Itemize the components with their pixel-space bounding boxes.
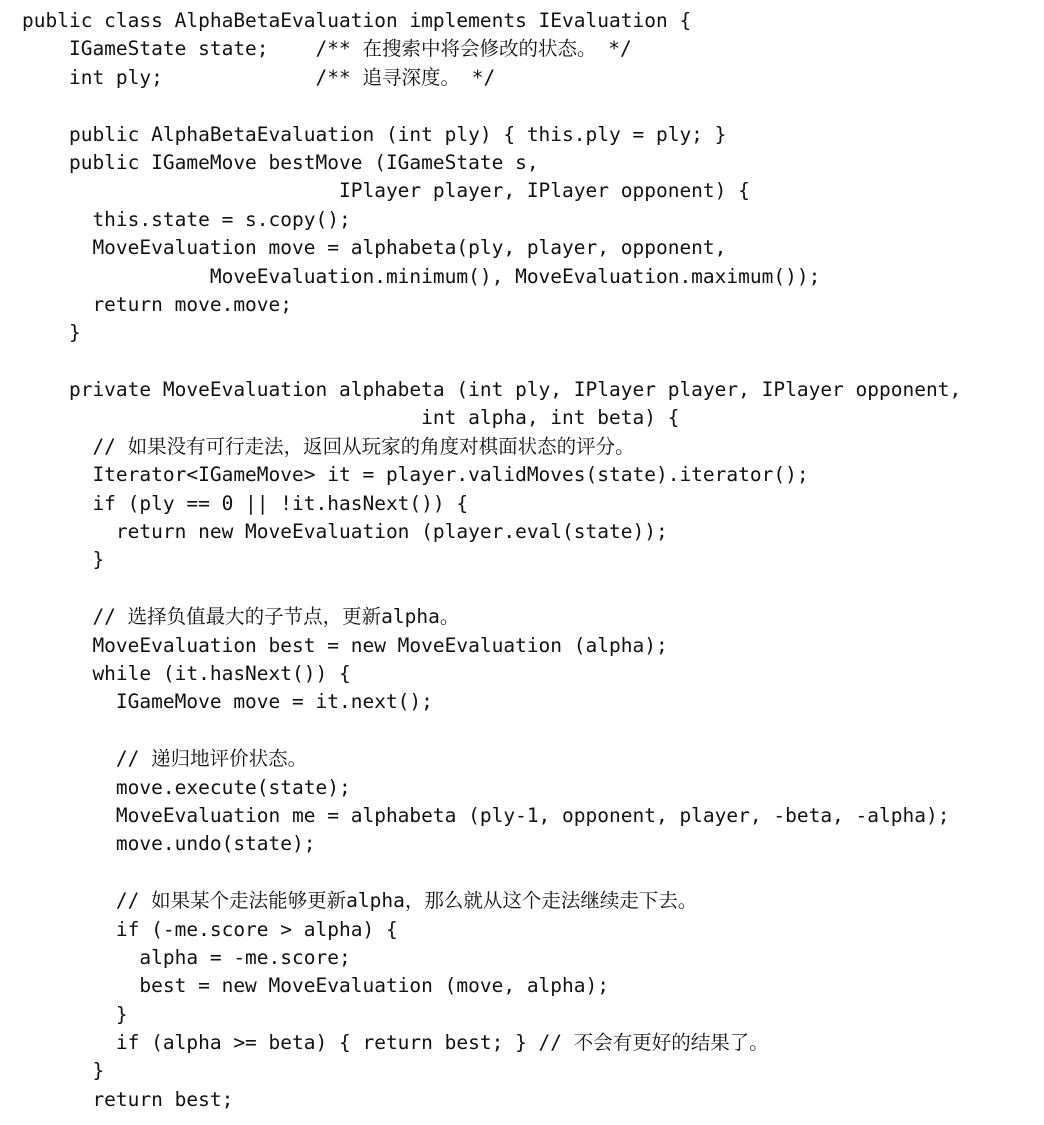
code-line: while (it.hasNext()) { bbox=[22, 661, 351, 685]
code-line bbox=[22, 575, 961, 603]
code-line: // 如果某个走法能够更新alpha，那么就从这个走法继续走下去。 bbox=[22, 889, 698, 913]
code-line: public class AlphaBetaEvaluation implements IEvaluation { bbox=[22, 9, 692, 32]
code-line: public AlphaBetaEvaluation (int ply) { this.ply = ply; } bbox=[22, 122, 727, 146]
code-line: } bbox=[22, 321, 81, 345]
code-line: // 递归地评价状态。 bbox=[22, 747, 308, 771]
code-line: if (-me.score > alpha) { bbox=[22, 917, 398, 941]
code-line: } bbox=[22, 1002, 128, 1026]
code-line: IPlayer player, IPlayer opponent) { bbox=[22, 179, 750, 203]
code-line: // 如果没有可行走法，返回从玩家的角度对棋面状态的评分。 bbox=[22, 434, 635, 458]
code-line: this.state = s.copy(); bbox=[22, 207, 351, 231]
code-line: MoveEvaluation move = alphabeta(ply, player, opponent, bbox=[22, 236, 727, 260]
code-line: MoveEvaluation best = new MoveEvaluation (alpha); bbox=[22, 633, 668, 657]
code-line: MoveEvaluation me = alphabeta (ply-1, opponent, player, -beta, -alpha); bbox=[22, 803, 950, 827]
code-line: int alpha, int beta) { bbox=[22, 406, 680, 430]
code-line bbox=[22, 717, 961, 745]
code-line: int ply; /** 追寻深度。 */ bbox=[22, 65, 496, 89]
code-line: move.undo(state); bbox=[22, 832, 316, 856]
code-line: IGameMove move = it.next(); bbox=[22, 690, 433, 714]
code-line: if (alpha >= beta) { return best; } // 不会有更好的结果了。 bbox=[22, 1031, 769, 1055]
code-line: MoveEvaluation.minimum(), MoveEvaluation.maximum()); bbox=[22, 264, 821, 288]
code-line bbox=[22, 859, 961, 887]
code-line: IGameState state; /** 在搜索中将会修改的状态。 */ bbox=[22, 37, 632, 61]
code-line bbox=[22, 348, 961, 376]
code-line: return best; bbox=[22, 1087, 234, 1111]
code-line: public IGameMove bestMove (IGameState s, bbox=[22, 150, 539, 174]
code-line: private MoveEvaluation alphabeta (int ply, IPlayer player, IPlayer opponent, bbox=[22, 378, 962, 402]
code-line: return new MoveEvaluation (player.eval(state)); bbox=[22, 520, 668, 544]
code-line: } bbox=[22, 1059, 105, 1083]
code-line: Iterator<IGameMove> it = player.validMoves(state).iterator(); bbox=[22, 463, 809, 487]
code-line: // 选择负值最大的子节点，更新alpha。 bbox=[22, 605, 460, 629]
code-line: if (ply == 0 || !it.hasNext()) { bbox=[22, 491, 469, 515]
code-line: } bbox=[22, 548, 105, 572]
code-line: return move.move; bbox=[22, 292, 293, 316]
code-line bbox=[22, 92, 961, 120]
code-line: alpha = -me.score; bbox=[22, 945, 351, 969]
code-listing bbox=[22, 7, 961, 1114]
code-line: move.execute(state); bbox=[22, 775, 351, 799]
code-line: best = new MoveEvaluation (move, alpha); bbox=[22, 974, 609, 998]
